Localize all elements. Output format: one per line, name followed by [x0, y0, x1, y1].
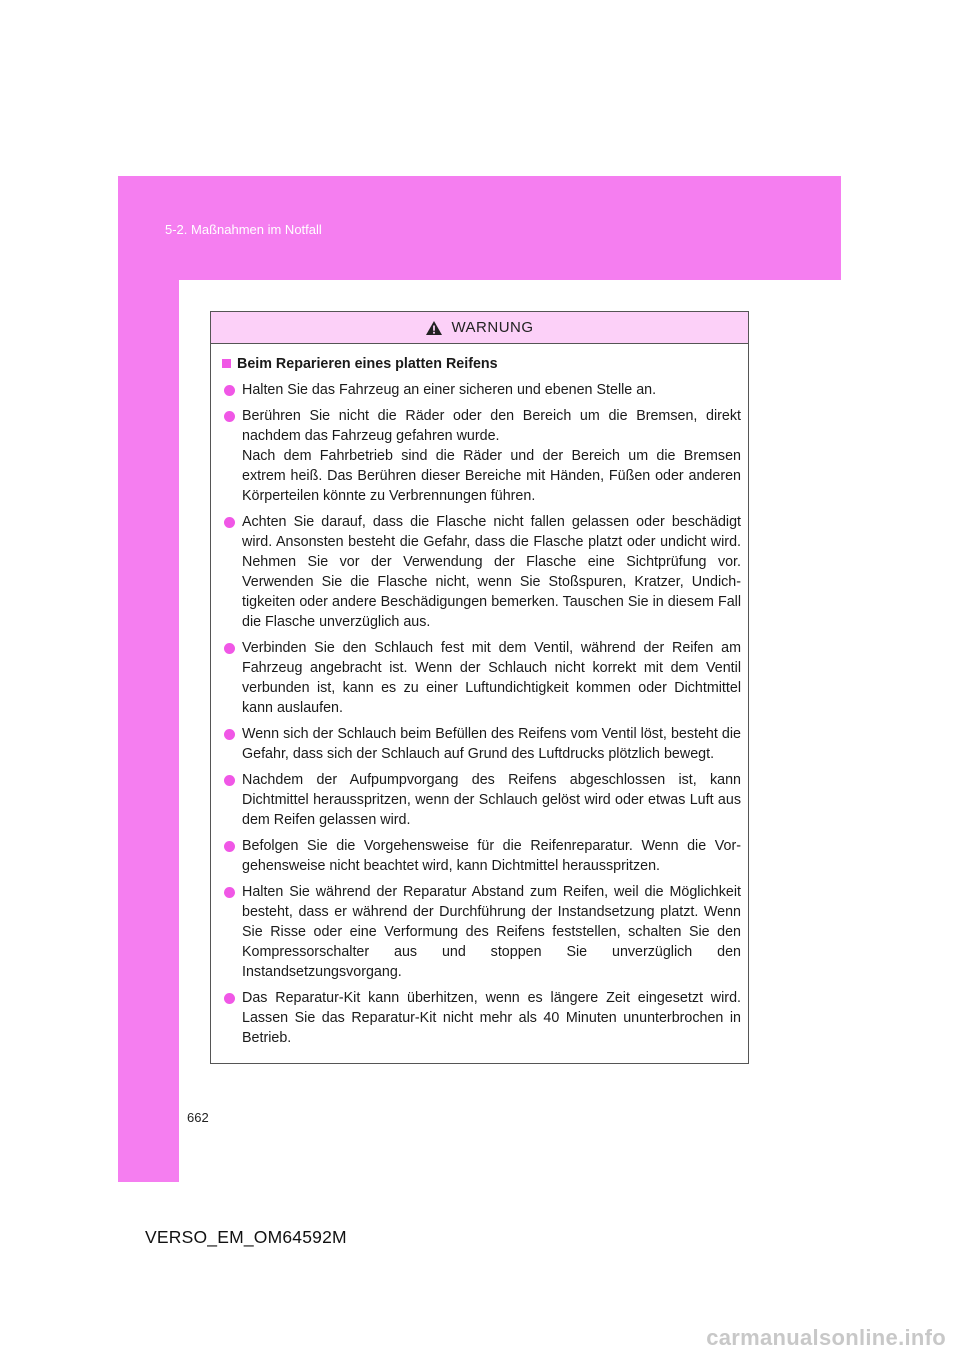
warning-item-text: Achten Sie darauf, dass die Flasche nicht fallen gelassen oder beschädigt wird. Ansonsten besteht die Gefahr, dass die Flasche platzt oder undicht wird. Nehmen Sie vor der Verwendung der Flasche eine Sichtprüfung vor. Verwenden Sie die Flasche nicht, wenn Sie Stoßspuren, Kratzer, Undichtigkeiten oder andere Beschädigungen bemerken. Tauschen Sie in diesem Fall die Flasche unverzüglich aus. [242, 514, 741, 630]
warning-item [221, 988, 741, 1048]
warning-item [221, 638, 741, 718]
warning-heading: WARNUNG [451, 319, 534, 336]
warning-item [221, 770, 741, 830]
warning-item [221, 406, 741, 506]
warning-item-text: Halten Sie während der Reparatur Abstand zum Reifen, weil die Möglichkeit besteht, dass er während der Durchführung der Instandsetzung platzt. Wenn Sie Risse oder eine Verformung des Reifens feststellen, schalten Sie den Kompressorschalter aus und stoppen Sie unverzüglich den Instandsetzungsvorgang. [242, 884, 741, 980]
warning-item-text: Nachdem der Aufpumpvorgang des Reifens abgeschlossen ist, kann Dichtmittel herausspritzen, wenn der Schlauch gelöst wird oder etwas Luft aus dem Reifen gelassen wird. [242, 772, 741, 828]
warning-item [221, 836, 741, 876]
warning-item-text: Berühren Sie nicht die Räder oder den Bereich um die Bremsen, direkt nachdem das Fahrzeug gefahren wurde. [242, 408, 741, 444]
warning-item-text: Verbinden Sie den Schlauch fest mit dem Ventil, während der Reifen am Fahrzeug angebracht ist. Wenn der Schlauch nicht korrekt mit dem Ventil verbunden ist, kann es zu einer Luftundichtigkeit kommen oder Dichtmittel kann auslaufen. [242, 640, 741, 716]
round-bullet-icon [224, 517, 235, 528]
warning-item [221, 882, 741, 982]
square-bullet-icon [222, 359, 231, 368]
round-bullet-icon [224, 841, 235, 852]
warning-topic [221, 354, 741, 374]
round-bullet-icon [224, 993, 235, 1004]
warning-list [221, 380, 741, 1048]
warning-item-text: Das Reparatur-Kit kann überhitzen, wenn es längere Zeit eingesetzt wird. Lassen Sie das Reparatur-Kit nicht mehr als 40 Minuten ununterbrochen in Betrieb. [242, 990, 741, 1046]
warning-body [211, 344, 748, 1048]
warning-item-text: Befolgen Sie die Vorgehensweise für die Reifenreparatur. Wenn die Vorgehensweise nicht beachtet wird, kann Dichtmittel herausspritzen. [242, 838, 741, 874]
warning-item-text: Halten Sie das Fahrzeug an einer sicheren und ebenen Stelle an. [242, 382, 657, 398]
page-number: 662 [187, 1110, 209, 1125]
round-bullet-icon [224, 385, 235, 396]
round-bullet-icon [224, 775, 235, 786]
warning-item [221, 380, 741, 400]
round-bullet-icon [224, 643, 235, 654]
warning-item [221, 724, 741, 764]
document-code: VERSO_EM_OM64592M [145, 1227, 347, 1247]
round-bullet-icon [224, 729, 235, 740]
round-bullet-icon [224, 411, 235, 422]
watermark: carmanualsonline.info [706, 1325, 946, 1350]
round-bullet-icon [224, 887, 235, 898]
section-title: 5-2. Maßnahmen im Notfall [165, 222, 322, 237]
warning-topic-text: Beim Reparieren eines platten Reifens [237, 356, 498, 372]
warning-item [221, 512, 741, 632]
warning-item-text: Wenn sich der Schlauch beim Befüllen des Reifens vom Ventil löst, besteht die Gefahr, dass sich der Schlauch auf Grund des Luftdrucks plötzlich bewegt. [242, 726, 741, 762]
warning-header [211, 312, 748, 344]
side-band [118, 280, 179, 1182]
warning-triangle-icon [425, 320, 443, 336]
warning-box [210, 311, 749, 1064]
warning-item-text: Nach dem Fahrbetrieb sind die Räder und der Bereich um die Bremsen extrem heiß. Das Berühren dieser Bereiche mit Händen, Füßen oder anderen Körperteilen könnte zu Verbrennungen führen. [242, 448, 741, 504]
